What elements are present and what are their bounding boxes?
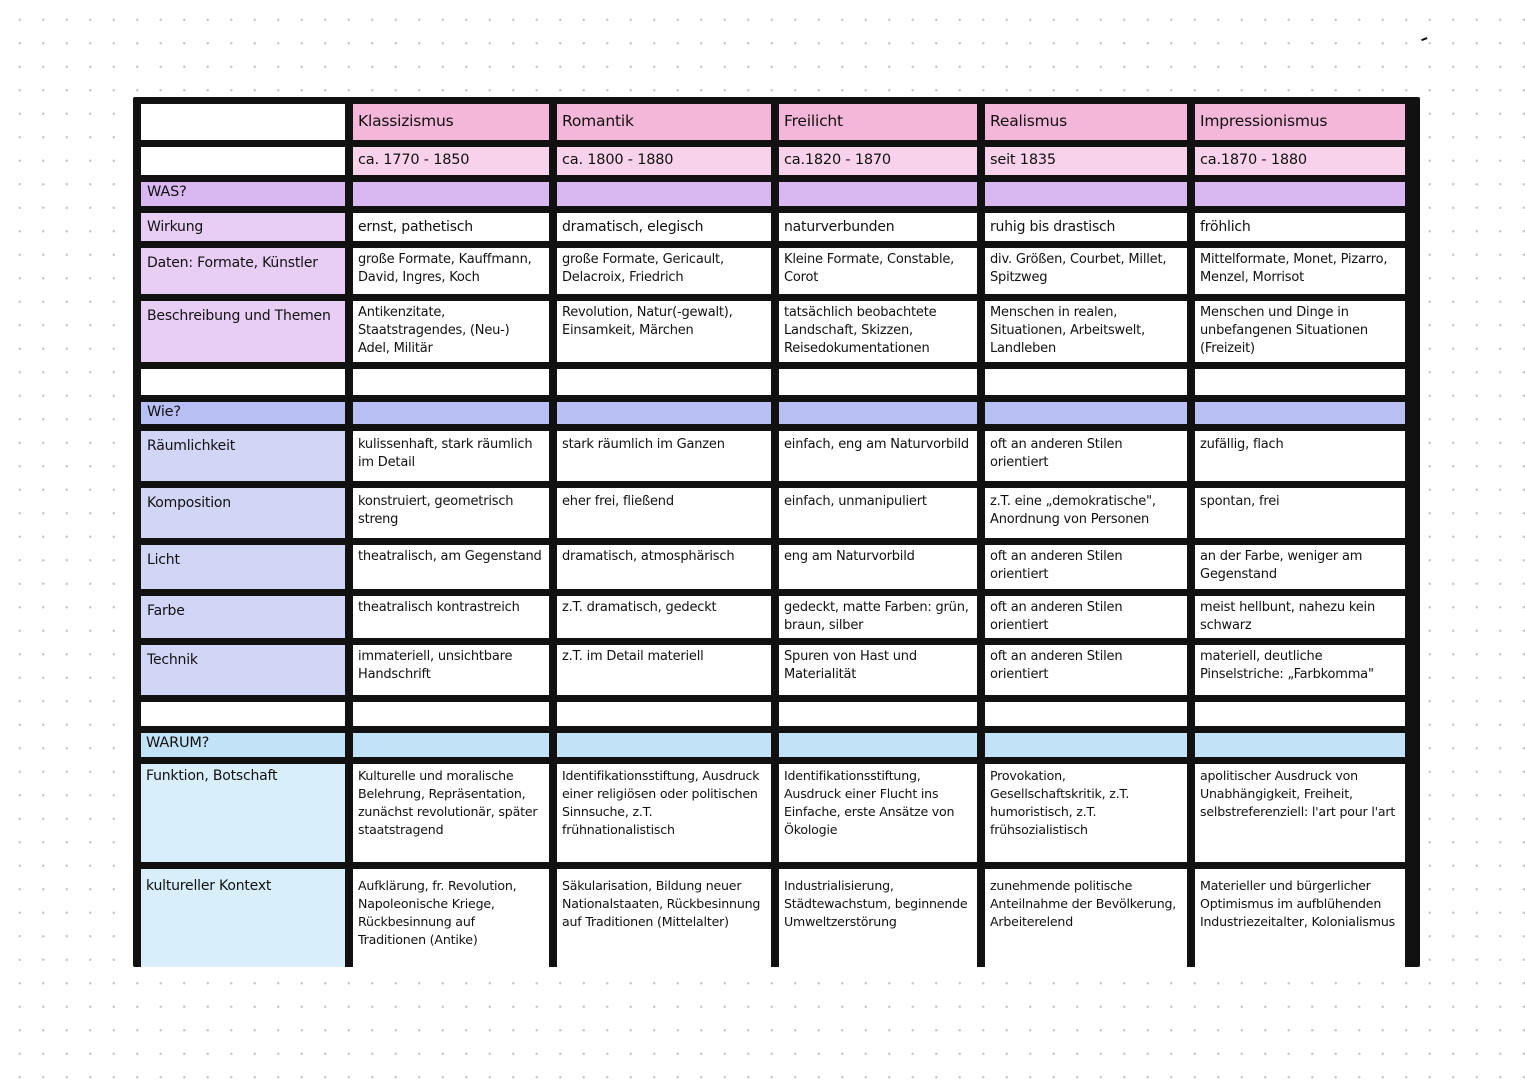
table-cell: Identifikationsstiftung, Ausdruck einer religiösen oder politischen Sinnsuche, z.T. frühnationalistisch	[557, 764, 771, 862]
section-wie-fill	[557, 402, 771, 424]
table-cell: dramatisch, elegisch	[557, 213, 771, 241]
table-cell: konstruiert, geometrisch streng	[353, 488, 549, 538]
row-label-technik: Technik	[141, 645, 345, 695]
table-cell: Säkularisation, Bildung neuer Nationalstaaten, Rückbesinnung auf Traditionen (Mittelalter)	[557, 869, 771, 967]
table-cell: Spuren von Hast und Materialität	[779, 645, 977, 695]
row-label-beschreibung: Beschreibung und Themen	[141, 301, 345, 362]
table-cell: Revolution, Natur(-gewalt), Einsamkeit, Märchen	[557, 301, 771, 362]
table-cell: Mittelformate, Monet, Pizarro, Menzel, Morrisot	[1195, 248, 1405, 294]
table-cell: eher frei, fließend	[557, 488, 771, 538]
section-was-fill	[557, 182, 771, 206]
header-impressionismus: Impressionismus	[1195, 104, 1405, 140]
spacer-cell	[353, 369, 549, 395]
spacer-cell	[141, 702, 345, 726]
table-cell: Provokation, Gesellschaftskritik, z.T. humoristisch, z.T. frühsozialistisch	[985, 764, 1187, 862]
table-cell: Aufklärung, fr. Revolution, Napoleonische Kriege, Rückbesinnung auf Traditionen (Antike)	[353, 869, 549, 967]
period-label-cell	[141, 147, 345, 175]
section-warum-fill	[985, 733, 1187, 757]
art-epochs-table	[133, 97, 1420, 967]
header-romantik: Romantik	[557, 104, 771, 140]
section-was: WAS?	[141, 182, 345, 206]
row-label-farbe: Farbe	[141, 596, 345, 638]
table-cell: oft an anderen Stilen orientiert	[985, 545, 1187, 589]
table-cell: ernst, pathetisch	[353, 213, 549, 241]
section-wie-fill	[779, 402, 977, 424]
table-cell: fröhlich	[1195, 213, 1405, 241]
table-cell: gedeckt, matte Farben: grün, braun, silber	[779, 596, 977, 638]
section-wie: Wie?	[141, 402, 345, 424]
period-impressionismus: ca.1870 - 1880	[1195, 147, 1405, 175]
table-cell: spontan, frei	[1195, 488, 1405, 538]
section-warum-fill	[1195, 733, 1405, 757]
table-cell: naturverbunden	[779, 213, 977, 241]
table-cell: div. Größen, Courbet, Millet, Spitzweg	[985, 248, 1187, 294]
section-wie-fill	[985, 402, 1187, 424]
table-cell: Menschen und Dinge in unbefangenen Situationen (Freizeit)	[1195, 301, 1405, 362]
table-cell: dramatisch, atmosphärisch	[557, 545, 771, 589]
table-cell: zufällig, flach	[1195, 431, 1405, 481]
table-cell: einfach, eng am Naturvorbild	[779, 431, 977, 481]
row-label-daten: Daten: Formate, Künstler	[141, 248, 345, 294]
table-cell: theatralisch, am Gegenstand	[353, 545, 549, 589]
table-cell: zunehmende politische Anteilnahme der Bevölkerung, Arbeiterelend	[985, 869, 1187, 967]
table-cell: immateriell, unsichtbare Handschrift	[353, 645, 549, 695]
table-cell: an der Farbe, weniger am Gegenstand	[1195, 545, 1405, 589]
table-cell: materiell, deutliche Pinselstriche: „Farbkomma"	[1195, 645, 1405, 695]
period-romantik: ca. 1800 - 1880	[557, 147, 771, 175]
pen-mark	[1421, 37, 1429, 45]
spacer-cell	[779, 369, 977, 395]
table-cell: Industrialisierung, Städtewachstum, beginnende Umweltzerstörung	[779, 869, 977, 967]
table-cell: theatralisch kontrastreich	[353, 596, 549, 638]
spacer-cell	[985, 369, 1187, 395]
header-klassizismus: Klassizismus	[353, 104, 549, 140]
table-cell: kulissenhaft, stark räumlich im Detail	[353, 431, 549, 481]
table-cell: große Formate, Kauffmann, David, Ingres, Koch	[353, 248, 549, 294]
table-cell: tatsächlich beobachtete Landschaft, Skizzen, Reisedokumentationen	[779, 301, 977, 362]
spacer-cell	[141, 369, 345, 395]
spacer-cell	[985, 702, 1187, 726]
spacer-cell	[557, 702, 771, 726]
table-cell: Kulturelle und moralische Belehrung, Repräsentation, zunächst revolutionär, später staatstragend	[353, 764, 549, 862]
table-cell: Materieller und bürgerlicher Optimismus im aufblühenden Industriezeitalter, Kolonialismus	[1195, 869, 1405, 967]
spacer-cell	[779, 702, 977, 726]
section-wie-fill	[1195, 402, 1405, 424]
section-was-fill	[985, 182, 1187, 206]
table-cell: Identifikationsstiftung, Ausdruck einer Flucht ins Einfache, erste Ansätze von Ökologie	[779, 764, 977, 862]
section-was-fill	[1195, 182, 1405, 206]
spacer-cell	[1195, 702, 1405, 726]
section-warum: WARUM?	[141, 733, 345, 757]
row-label-licht: Licht	[141, 545, 345, 589]
header-realismus: Realismus	[985, 104, 1187, 140]
spacer-cell	[353, 702, 549, 726]
table-cell: oft an anderen Stilen orientiert	[985, 431, 1187, 481]
section-was-fill	[779, 182, 977, 206]
corner-cell	[141, 104, 345, 140]
row-label-komposition: Komposition	[141, 488, 345, 538]
table-cell: z.T. dramatisch, gedeckt	[557, 596, 771, 638]
period-realismus: seit 1835	[985, 147, 1187, 175]
spacer-cell	[557, 369, 771, 395]
table-cell: stark räumlich im Ganzen	[557, 431, 771, 481]
section-warum-fill	[779, 733, 977, 757]
table-cell: eng am Naturvorbild	[779, 545, 977, 589]
table-cell: meist hellbunt, nahezu kein schwarz	[1195, 596, 1405, 638]
table-cell: Antikenzitate, Staatstragendes, (Neu-) Adel, Militär	[353, 301, 549, 362]
table-cell: Menschen in realen, Situationen, Arbeitswelt, Landleben	[985, 301, 1187, 362]
table-cell: apolitischer Ausdruck von Unabhängigkeit, Freiheit, selbstreferenziell: l'art pour l'art	[1195, 764, 1405, 862]
spacer-cell	[1195, 369, 1405, 395]
row-label-kontext: kultureller Kontext	[141, 869, 345, 967]
table-cell: einfach, unmanipuliert	[779, 488, 977, 538]
table-cell: z.T. eine „demokratische", Anordnung von Personen	[985, 488, 1187, 538]
row-label-raeumlichkeit: Räumlichkeit	[141, 431, 345, 481]
table-cell: große Formate, Gericault, Delacroix, Friedrich	[557, 248, 771, 294]
row-label-wirkung: Wirkung	[141, 213, 345, 241]
period-klassizismus: ca. 1770 - 1850	[353, 147, 549, 175]
table-cell: oft an anderen Stilen orientiert	[985, 645, 1187, 695]
section-warum-fill	[557, 733, 771, 757]
table-cell: z.T. im Detail materiell	[557, 645, 771, 695]
row-label-funktion: Funktion, Botschaft	[141, 764, 345, 862]
table-cell: Kleine Formate, Constable, Corot	[779, 248, 977, 294]
header-freilicht: Freilicht	[779, 104, 977, 140]
table-cell: ruhig bis drastisch	[985, 213, 1187, 241]
table-cell: oft an anderen Stilen orientiert	[985, 596, 1187, 638]
period-freilicht: ca.1820 - 1870	[779, 147, 977, 175]
section-warum-fill	[353, 733, 549, 757]
section-was-fill	[353, 182, 549, 206]
section-wie-fill	[353, 402, 549, 424]
